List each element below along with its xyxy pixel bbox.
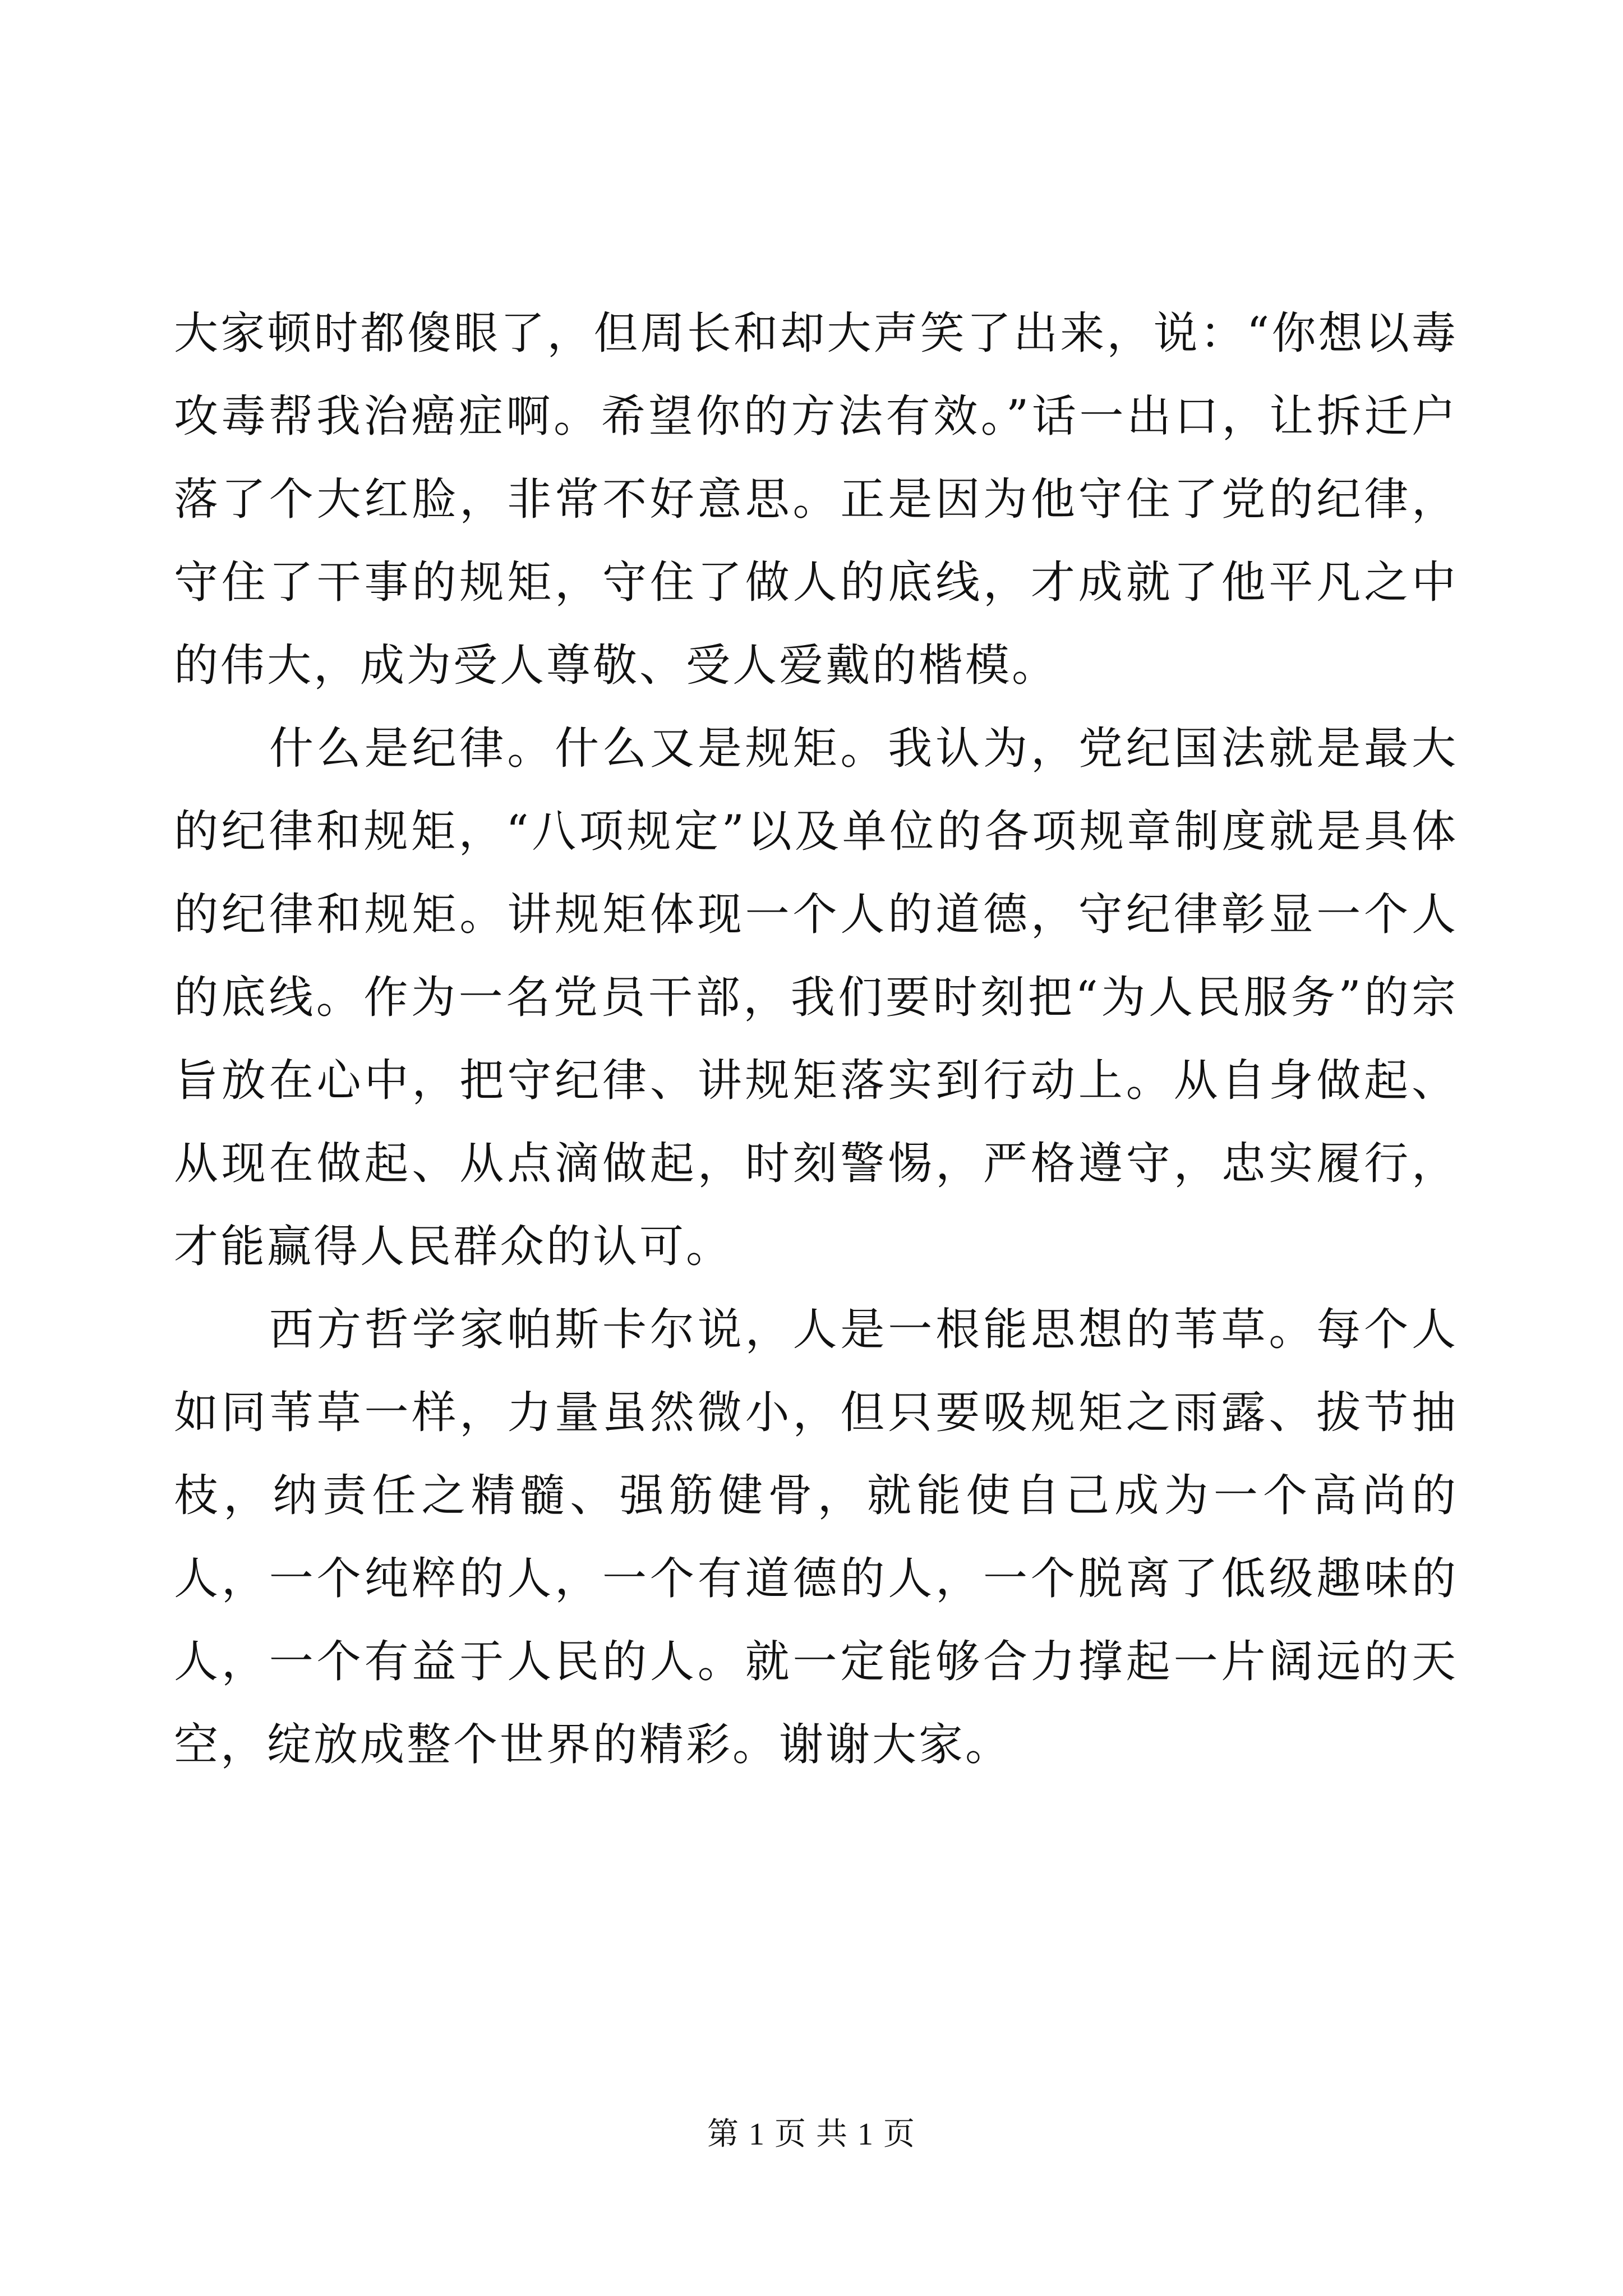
- document-body: [174, 292, 1458, 1786]
- paragraph-discipline: 什么是纪律。什么又是规矩。我认为，党纪国法就是最大的纪律和规矩，“八项规定”以及单位的各项规章制度就是具体的纪律和规矩。讲规矩体现一个人的道德，守纪律彰显一个人的底线。作为一名党员干部，我们要时刻把“为人民服务”的宗旨放在心中，把守纪律、讲规矩落实到行动上。从自身做起、从现在做起、从点滴做起，时刻警惕，严格遵守，忠实履行，才能赢得人民群众的认可。: [174, 723, 1458, 1272]
- paragraph-continued: 大家顿时都傻眼了，但周长和却大声笑了出来，说：“你想以毒攻毒帮我治癌症啊。希望你的方法有效。”话一出口，让拆迁户落了个大红脸，非常不好意思。正是因为他守住了党的纪律，守住了干事的规矩，守住了做人的底线，才成就了他平凡之中的伟大，成为受人尊敬、受人爱戴的楷模。: [174, 307, 1458, 691]
- paragraph-conclusion: 西方哲学家帕斯卡尔说，人是一根能思想的苇草。每个人如同苇草一样，力量虽然微小，但只要吸规矩之雨露、拔节抽枝，纳责任之精髓、强筋健骨，就能使自己成为一个高尚的人，一个纯粹的人，一个有道德的人，一个脱离了低级趣味的人，一个有益于人民的人。就一定能够合力撑起一片阔远的天空，绽放成整个世界的精彩。谢谢大家。: [174, 1304, 1458, 1770]
- page-footer: 第 1 页 共 1 页: [707, 2117, 916, 2152]
